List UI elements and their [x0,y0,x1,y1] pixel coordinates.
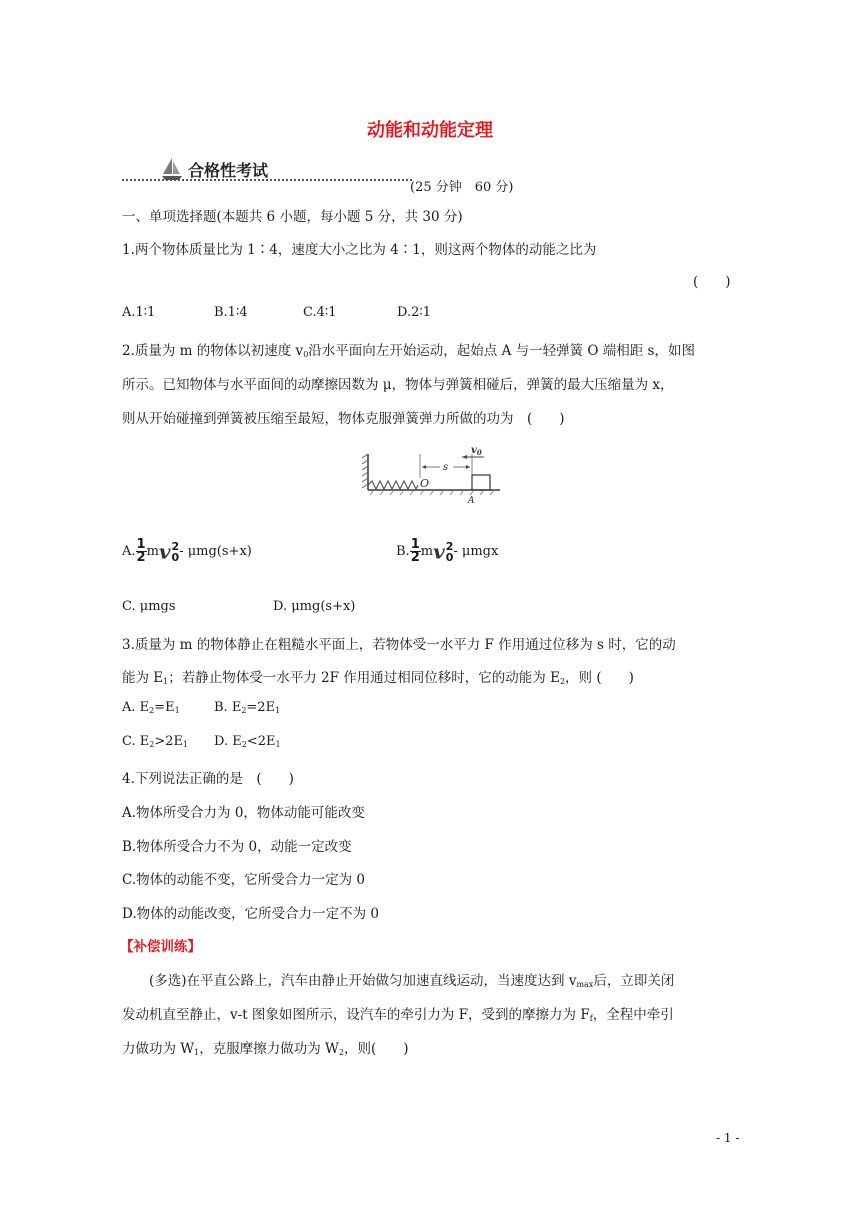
section-label: 合格性考试 [188,161,269,180]
q1-stem: 1.两个物体质量比为 1∶4，速度大小之比为 4∶1，则这两个物体的动能之比为 [122,242,597,258]
label-o: O [420,477,430,490]
supplement-line1: (多选)在平直公路上，汽车由静止开始做匀加速直线运动，当速度达到 $v_{max}$后，立即关闭 [149,973,675,989]
q3-line1: 3.质量为 m 的物体静止在粗糙水平面上，若物体受一水平力 F 作用通过位移为 s 时，它的动 [122,637,676,653]
q1-option-b: B.1∶4 [214,305,248,320]
spring-diagram [360,440,505,506]
q2-line3: 则从开始碰撞到弹簧被压缩至最短，物体克服弹簧弹力所做的功为 ( ) [122,411,565,427]
q3-option-b: B. $E_2=2E_1$ [214,700,281,715]
label-v0: v [471,445,477,456]
q1-option-d: D.2∶1 [397,305,432,320]
q3-option-c: C. $E_2>2E_1$ [122,734,189,749]
q4-option-a: A.物体所受合力为 0，物体动能可能改变 [122,805,365,821]
q1-option-a: A.1∶1 [122,305,156,320]
q4-option-c: C.物体的动能不变，它所受合力一定为 0 [122,872,366,888]
supplement-line2: 发动机直至静止，v-t 图象如图所示，设汽车的牵引力为 F，受到的摩擦力为 $F_f$，全程中牵引 [122,1007,674,1023]
page-title: 动能和动能定理 [367,120,493,141]
q2-option-a: A. $\frac{1}{2}$ mv 2 0 - μmg(s+x) [122,537,252,565]
q1-option-c: C.4∶1 [303,305,337,320]
q2-line2: 所示。已知物体与水平面间的动摩擦因数为 μ，物体与弹簧相碰后，弹簧的最大压缩量为 x， [122,377,674,393]
q4-option-b: B.物体所受合力不为 0，动能一定改变 [122,839,352,855]
q2-option-b: B. $\frac{1}{2}$ mv 2 0 - μmgx [396,537,499,565]
section-time: (25 分钟 60 分) [410,180,514,195]
label-s: s [443,462,449,473]
supplement-line3: 力做功为 $W_1$，克服摩擦力做功为 $W_2$，则( ) [122,1041,409,1057]
part1-header: 一、单项选择题(本题共 6 小题，每小题 5 分，共 30 分) [122,209,463,225]
q4-stem: 4.下列说法正确的是 ( ) [122,771,294,787]
label-a: A [468,496,475,506]
q3-option-d: D. $E_2<2E_1$ [214,734,281,749]
q4-option-d: D.物体的动能改变，它所受合力一定不为 0 [122,906,380,922]
q3-line2: 能为 $E_1$；若静止物体受一水平力 2F 作用通过相同位移时，它的动能为 $E_2$，则 ( ) [122,670,634,686]
q1-bracket: ( ) [693,274,731,290]
q2-option-c: C. μmgs [122,599,176,614]
supplement-header: 【补偿训练】 [120,939,201,955]
section-divider [122,179,412,181]
q3-option-a: A. $E_2=E_1$ [122,700,180,715]
svg-text:v0: $v_0$ [471,445,482,457]
q2-line1: 2.质量为 m 的物体以初速度 $v_0$沿水平面向左开始运动，起始点 A 与一轻弹簧 O 端相距 s，如图 [122,343,695,359]
q2-option-d: D. μmg(s+x) [273,599,356,614]
page-number: - 1 - [716,1131,740,1145]
